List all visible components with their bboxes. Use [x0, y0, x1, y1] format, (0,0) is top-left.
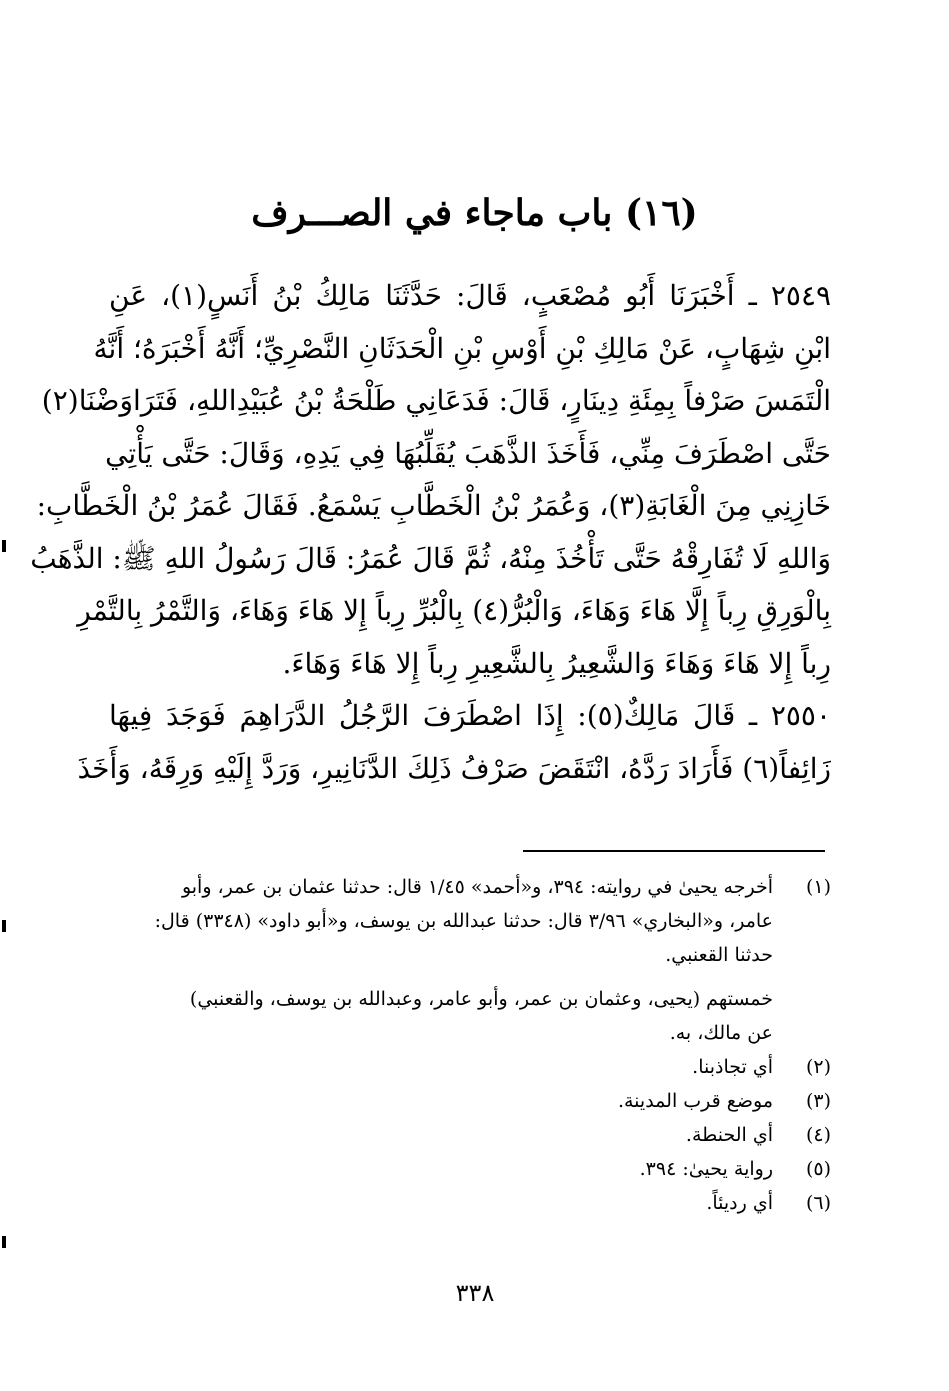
footnote-line: عن مالك، به. — [669, 1022, 773, 1044]
footnote-4 — [113, 1118, 831, 1152]
footnote-line: رواية يحيىٰ: ٣٩٤. — [639, 1158, 773, 1180]
text-line: وَاللهِ لَا تُفَارِقْهُ حَتَّى تَأْخُذَ مِنْهُ، ثُمَّ قَالَ عُمَرُ: قَالَ رَسُولُ اللهِ ﷺ: الذَّهَبُ — [30, 541, 831, 575]
footnote-line: أي تجاذبنا. — [692, 1056, 773, 1078]
footnote-line: حدثنا القعنبي. — [665, 944, 773, 966]
text-line: زَائِفاً(٦) فَأَرَادَ رَدَّهُ، انْتَقَضَ صَرْفُ ذَلِكَ الدَّنَانِيرِ، وَرَدَّ إِلَيْهِ وَرِقَهُ، وَأَخَذَ — [77, 751, 831, 785]
text-line: ابْنِ شِهَابٍ، عَنْ مَالِكِ بْنِ أَوْسِ بْنِ الْحَدَثَانِ النَّصْرِيِّ؛ أَنَّهُ أَخْبَرَهُ؛ أَنَّهُ — [93, 331, 831, 365]
footnote-2 — [113, 1050, 831, 1084]
footnote-3 — [113, 1084, 831, 1118]
text-line: الْتَمَسَ صَرْفاً بِمِئَةِ دِينَارٍ، قَالَ: فَدَعَانِي طَلْحَةُ بْنُ عُبَيْدِاللهِ، فَتَرَاوَضْنَا(٢) — [41, 384, 831, 417]
footnote-line: خمستهم (يحيى، وعثمان بن عمر، وأبو عامر، وعبدالله بن يوسف، والقعنبي) — [189, 988, 773, 1010]
text-line: خَازِنِي مِنَ الْغَابَةِ(٣)، وَعُمَرُ بْنُ الْخَطَّابِ يَسْمَعُ. فَقَالَ عُمَرُ بْنُ الْخَطَّابِ: — [36, 489, 831, 522]
footnote-line: أي رديئاً. — [706, 1192, 773, 1214]
footnote-number: (٣) — [805, 1090, 831, 1112]
text-line: رِباً إِلا هَاءَ وَهَاءَ وَالشَّعِيرُ بِالشَّعِيرِ رِباً إِلا هَاءَ وَهَاءَ. — [282, 646, 831, 680]
footnotes — [113, 870, 831, 1220]
footnote-line: أخرجه يحيىٰ في روايته: ٣٩٤، و«أحمد» ١/٤٥ قال: حدثنا عثمان بن عمر، وأبو — [181, 876, 773, 898]
footnote-gap — [113, 972, 773, 982]
footnote-separator — [523, 850, 825, 852]
footnote-5 — [113, 1152, 831, 1186]
footnote-line: عامر، و«البخاري» ٣/٩٦ قال: حدثنا عبدالله بن يوسف، و«أبو داود» (٣٣٤٨) قال: — [154, 910, 773, 932]
main-text — [30, 270, 832, 795]
footnote-line: موضع قرب المدينة. — [617, 1090, 773, 1112]
text-line: ٢٥٤٩ ـ أَخْبَرَنَا أَبُو مُصْعَبٍ، قَالَ: حَدَّثَنَا مَالِكُ بْنُ أَنَسٍ(١)، عَنِ — [109, 279, 832, 312]
text-line: ٢٥٥٠ ـ قَالَ مَالِكٌ(٥): إِذَا اصْطَرَفَ الرَّجُلُ الدَّرَاهِمَ فَوَجَدَ فِيهَا — [109, 699, 831, 732]
footnote-number: (٤) — [805, 1124, 831, 1146]
footnote-number: (٥) — [805, 1158, 831, 1180]
footnote-line: أي الحنطة. — [685, 1124, 773, 1146]
scan-edge-mark — [2, 540, 6, 552]
footnote-6 — [113, 1186, 831, 1220]
text-line: بِالْوَرِقِ رِباً إِلَّا هَاءَ وَهَاءَ، وَالْبُرُّ(٤) بِالْبُرِّ رِباً إِلا هَاءَ وَهَاءَ، وَالتَّمْرُ بِالتَّمْرِ — [77, 594, 831, 627]
footnote-number: (١) — [805, 876, 831, 898]
footnote-1 — [113, 870, 831, 1050]
page-number: ٣٣٨ — [455, 1279, 495, 1307]
scan-edge-mark — [2, 1236, 6, 1248]
footnote-number: (٦) — [805, 1192, 831, 1214]
chapter-title: (١٦) باب ماجاء في الصـــرف — [251, 192, 698, 234]
scan-edge-mark — [2, 920, 6, 932]
text-line: حَتَّى اصْطَرَفَ مِنِّي، فَأَخَذَ الذَّهَبَ يُقَلِّبُهَا فِي يَدِهِ، وَقَالَ: حَتَّى يَأْتِي — [105, 436, 831, 470]
footnote-number: (٢) — [805, 1056, 831, 1078]
